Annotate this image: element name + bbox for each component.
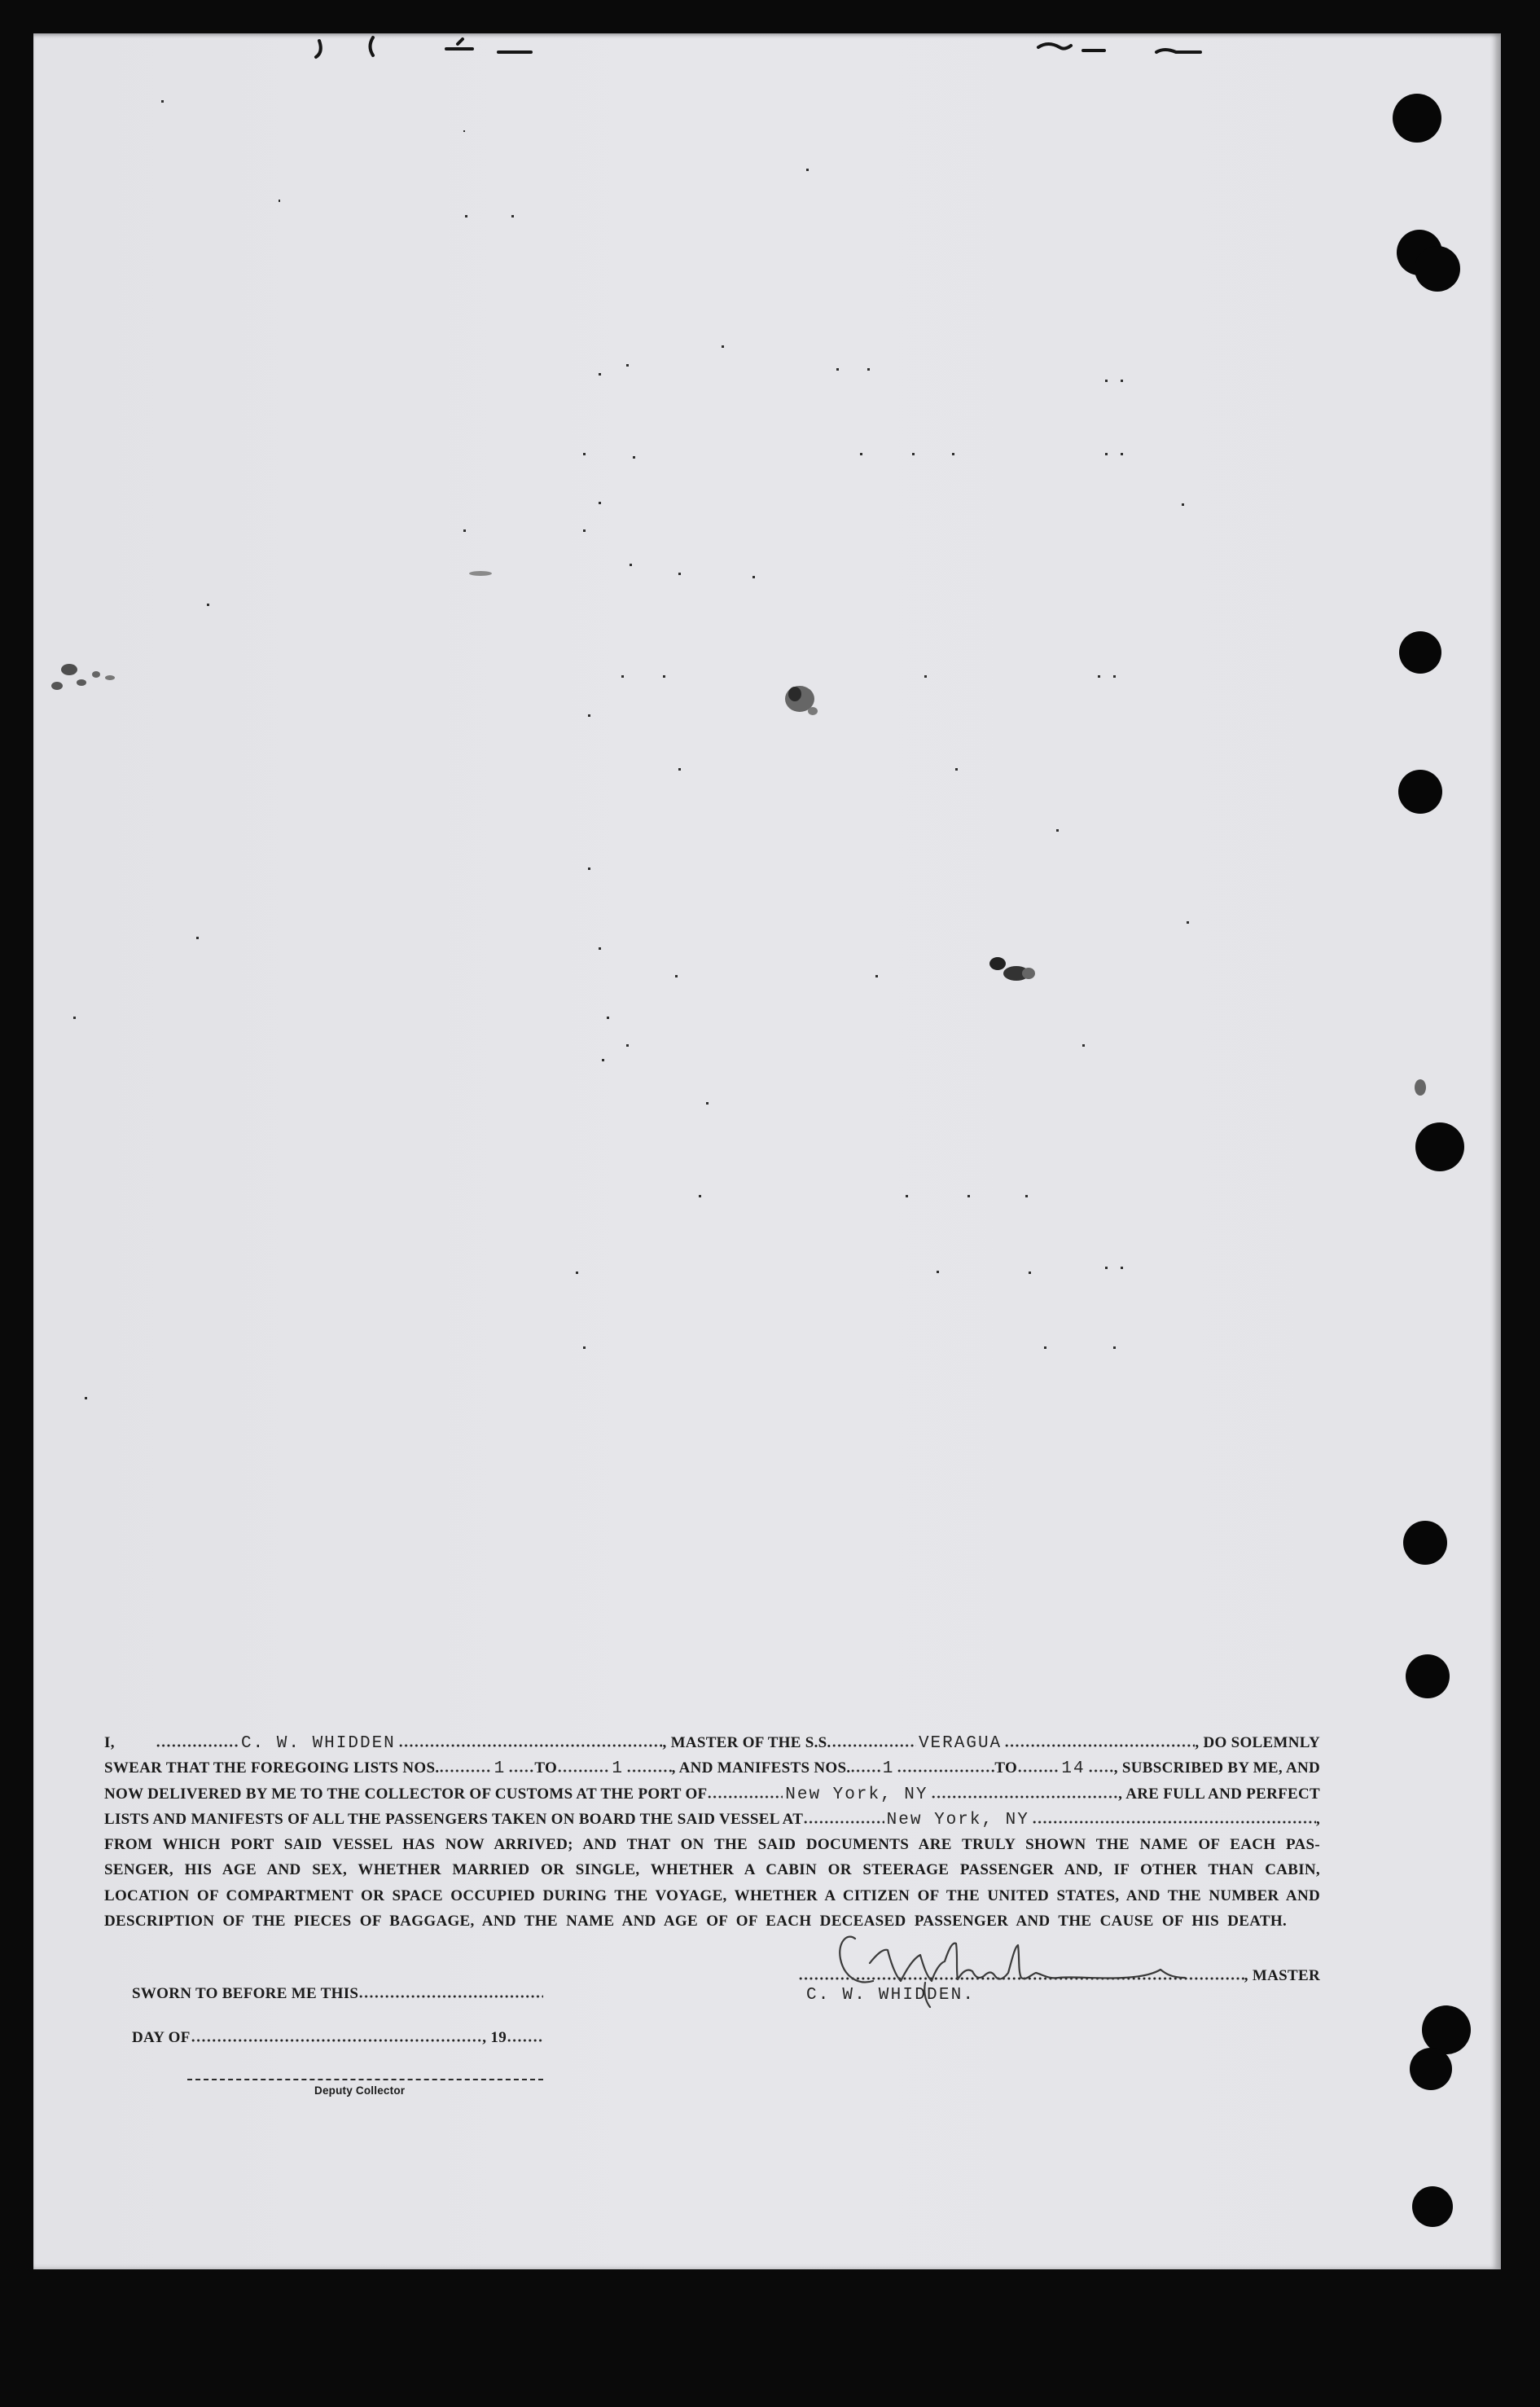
day-of-line: [132, 2025, 543, 2050]
lists-from-field: 1: [494, 1759, 507, 1779]
dotted-leader: [1017, 1769, 1059, 1772]
oath-line-5: FROM WHICH PORT SAID VESSEL HAS NOW ARRIVED; AND THAT ON THE SAID DOCUMENTS ARE TRULY SHOWN THE NAME OF EACH PAS-: [104, 1836, 1320, 1854]
manifests-to-field: 14: [1061, 1759, 1086, 1779]
full-and-perfect-text: , ARE FULL AND PERFECT: [1118, 1785, 1320, 1803]
dotted-leader: [191, 2039, 483, 2042]
vessel-name-field: VERAGUA: [918, 1734, 1003, 1753]
port-of-boarding-field: New York, NY: [886, 1810, 1029, 1829]
dotted-leader: [803, 1821, 884, 1824]
manifests-to-word: TO: [994, 1759, 1018, 1777]
port-of-delivery-field: New York, NY: [785, 1785, 928, 1804]
punch-hole: [1412, 2186, 1453, 2227]
dotted-leader: [1032, 1821, 1316, 1824]
master-signature: [823, 1914, 1213, 2012]
dotted-leader: [850, 1769, 880, 1772]
dotted-leader: [831, 1744, 916, 1747]
dotted-leader: [1088, 1769, 1114, 1772]
punch-hole: [1403, 1521, 1447, 1565]
oath-line-1: [104, 1730, 1320, 1755]
deputy-collector-label: Deputy Collector: [314, 2084, 406, 2097]
punch-hole: [1393, 94, 1441, 143]
oath-pronoun: I,: [104, 1734, 115, 1751]
passengers-taken-text: LISTS AND MANIFESTS OF ALL THE PASSENGERS TAKEN ON BOARD THE SAID VESSEL AT: [104, 1810, 804, 1828]
year-label: , 19: [482, 2029, 507, 2046]
punch-hole: [1422, 2005, 1471, 2054]
dotted-leader: [1004, 1744, 1195, 1747]
deputy-collector-signature-line: [187, 2079, 543, 2080]
oath-line-7: LOCATION OF COMPARTMENT OR SPACE OCCUPIED DURING THE VOYAGE, WHETHER A CITIZEN OF THE UNITED STATES, AND THE NUMBER AND: [104, 1887, 1320, 1904]
master-name-field: C. W. WHIDDEN: [240, 1734, 396, 1753]
swear-lists-text: SWEAR THAT THE FOREGOING LISTS NOS.: [104, 1759, 440, 1777]
trailing-comma: ,: [1315, 1810, 1320, 1828]
dotted-leader: [931, 1795, 1119, 1799]
punch-hole: [1399, 631, 1441, 674]
punch-hole: [1406, 1654, 1450, 1698]
oath-line-3: [104, 1781, 1320, 1807]
dotted-leader: [557, 1769, 609, 1772]
master-label: , MASTER: [1244, 1967, 1320, 1984]
day-of-label: DAY OF: [132, 2029, 191, 2046]
dotted-leader: [398, 1744, 663, 1747]
subscribed-text: , SUBSCRIBED BY ME, AND: [1113, 1759, 1321, 1777]
delivered-text: NOW DELIVERED BY ME TO THE COLLECTOR OF CUSTOMS AT THE PORT OF: [104, 1785, 708, 1803]
master-typed-name: C. W. WHIDDEN.: [806, 1986, 976, 2005]
punch-hole: [1415, 1122, 1464, 1171]
punch-hole: [1410, 2048, 1452, 2090]
sworn-label: SWORN TO BEFORE ME THIS: [132, 1985, 359, 2002]
dotted-leader: [508, 1769, 534, 1772]
oath-line-4: [104, 1807, 1320, 1832]
lists-to-word: TO: [534, 1759, 558, 1777]
lists-to-field: 1: [612, 1759, 624, 1779]
and-manifests-text: , AND MANIFESTS NOS.: [671, 1759, 851, 1777]
dotted-leader: [626, 1769, 672, 1772]
manifests-from-field: 1: [882, 1759, 895, 1779]
punch-hole: [1398, 770, 1442, 814]
sworn-before-line: [132, 1981, 543, 2006]
dotted-leader: [439, 1769, 491, 1772]
do-solemnly-text: , DO SOLEMNLY: [1195, 1734, 1321, 1751]
punch-hole: [1415, 246, 1460, 292]
master-oath: [104, 1730, 1320, 1934]
oath-line-2: [104, 1755, 1320, 1781]
dotted-leader: [156, 1744, 239, 1747]
signature-stroke: [840, 1937, 1185, 2007]
dotted-leader: [897, 1769, 994, 1772]
oath-line-8: DESCRIPTION OF THE PIECES OF BAGGAGE, AND THE NAME AND AGE OF OF EACH DECEASED PASSENGER AND THE CAUSE OF HIS DEATH.: [104, 1913, 1287, 1930]
dotted-leader: [507, 2039, 543, 2042]
dotted-leader: [707, 1795, 783, 1799]
oath-line-6: SENGER, HIS AGE AND SEX, WHETHER MARRIED OR SINGLE, WHETHER A CABIN OR STEERAGE PASSENGER AND, IF OTHER THAN CABIN,: [104, 1861, 1320, 1879]
master-of-ship-text: , MASTER OF THE S.S.: [662, 1734, 831, 1751]
dotted-leader: [358, 1995, 543, 1998]
